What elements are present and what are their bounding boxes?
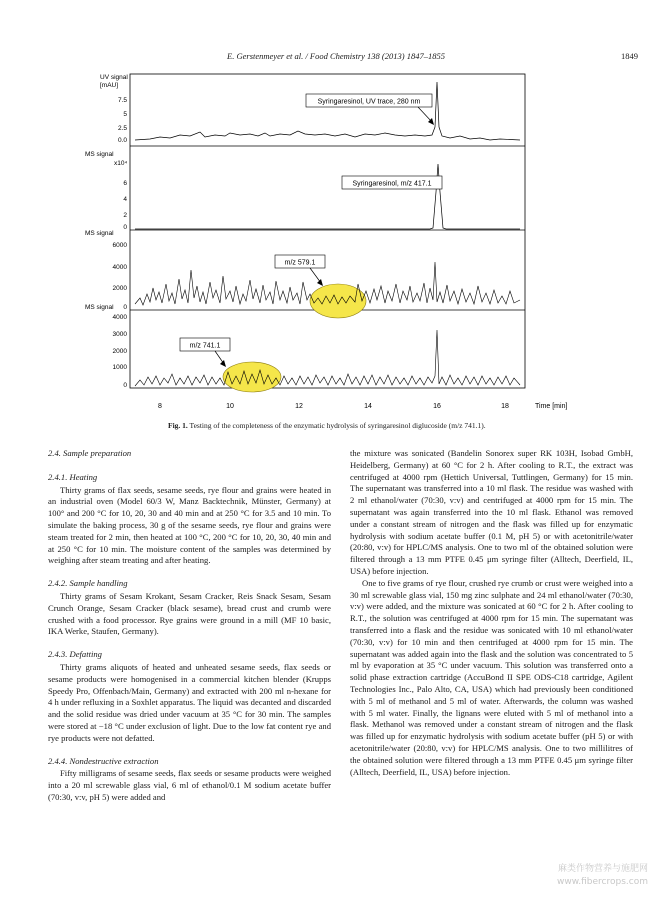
y-tick: 6000: [112, 242, 127, 249]
paragraph: Thirty grams aliquots of heated and unheated sesame seeds, flax seeds or sesame products were homogenised in a commercial kitchen blender (Krupps Speedy Pro, Offenbach/Main, Germany) and extracted with 200 ml n-hexane for 4 h under refluxing in a Soxhlet apparatus. The liquid was decanted and discarded and the solid residue was dried under vacuum at 35 °C for 30 min. The samples were stored at −18 °C under exclusion of light. Due to the low fat content rye and rye products were not defatted.: [48, 661, 331, 743]
right-column: [350, 448, 633, 778]
y-tick: 2: [123, 212, 127, 219]
subsection-heading: 2.4.1. Heating: [48, 471, 98, 482]
y-tick: 5: [123, 111, 127, 118]
y-tick: 4: [123, 196, 127, 203]
x-tick: 10: [226, 403, 234, 410]
x-tick: 18: [501, 403, 509, 410]
y-tick: 7.5: [117, 97, 127, 104]
subsection-heading: 2.4.4. Nondestructive extraction: [48, 755, 159, 766]
paragraph: Fifty milligrams of sesame seeds, flax seeds or sesame products were weighed into a 20 ml screwable glass vial, 6 ml of ethanol/0.1 M sodium acetate buffer (70:30, v:v, pH 5) were added and: [48, 768, 331, 802]
left-column: [48, 448, 331, 804]
annotation-ms579: m/z 579.1: [284, 259, 316, 267]
subsection-heading: 2.4.2. Sample handling: [48, 578, 128, 589]
y-tick: 3000: [112, 331, 127, 338]
highlight-m741: [223, 362, 281, 392]
panel3-ylabel: MS signal: [85, 230, 114, 237]
panel1-ylabel: UV signal: [100, 74, 128, 81]
watermark: [557, 863, 648, 889]
y-tick: 0: [123, 304, 127, 311]
y-tick: 2000: [112, 285, 127, 292]
paragraph: One to five grams of rye flour, crushed rye crumb or crust were weighed into a 30 ml screwable glass vial, 150 mg zinc sulphate and 24 ml ethanol/water (70:30, v:v) were added, and the mixture was sonicated at 60 °C for 2 h. After cooling to R.T., the solution was centrifuged at 4000 rpm for 15 min. The supernatant was transferred into a flask and the residue was sonicated with 10 ml ethanol/water (70:30, v:v) for 10 min and then centrifuged at 4000 rpm for 15 min. The supernatant was added again into the flask and the solution was concentrated to 5 ml by evaporation at 35 °C under vacuum. This solution was transferred onto a solid phase extraction cartridge (AccuBond II SPE ODS-C18 cartridge, Agilent Technologies Inc., Palo Alto, CA, USA) which had previously been conditioned with 5 ml of methanol and 5 ml of water. Afterwards, the column was washed with 5 ml water. Finally, the lignans were eluted with 5 ml of methanol into a flask. Methanol was removed under a constant stream of nitrogen and the flask was filled up for enzymatic hydrolysis with sodium acetate buffer (pH 5) or with acetonitrile/water (20:80, v:v) for HPLC/MS analysis. One to two millilitres of the obtained solution were filtered through a 13 mm PTFE 0.45 μm syringe filter (Alltech, Deerfield, IL, USA) before injection.: [350, 577, 633, 777]
x-tick: 14: [364, 403, 372, 410]
annotation-ms417: Syringaresinol, m/z 417.1: [352, 180, 432, 188]
paragraph: Thirty grams of Sesam Krokant, Sesam Cracker, Reis Snack Sesam, Sesam Crunch Orange, Sesam Cracker (black sesame), bread crust and crumb were crushed with a food processor. Rye grains were ground in a mill (MF 10 basic, IKA Werke, Staufen, Germany).: [48, 590, 331, 637]
figure-chromatograms: [80, 72, 600, 420]
watermark-line: www.fibercrops.com: [557, 877, 648, 887]
x-axis-label: Time [min]: [535, 403, 568, 410]
journal-citation: E. Gerstenmeyer et al. / Food Chemistry 138 (2013) 1847–1855: [227, 51, 445, 61]
panel2-ylabel: MS signal: [85, 151, 114, 158]
panel4-ylabel: MS signal: [85, 304, 114, 311]
panel1-ylabel-unit: [mAU]: [100, 82, 119, 89]
running-header: [0, 51, 672, 65]
y-tick: 2.5: [117, 125, 127, 132]
arrow-head: [220, 360, 226, 367]
figure-caption: [168, 421, 588, 430]
y-tick: 4000: [112, 314, 127, 321]
annotation-uv: Syringaresinol, UV trace, 280 nm: [317, 98, 421, 106]
y-tick: 0: [123, 224, 127, 231]
section-heading: 2.4. Sample preparation: [48, 448, 132, 458]
caption-text: Testing of the completeness of the enzymatic hydrolysis of syringaresinol diglucoside (m/z 741.1).: [187, 421, 486, 430]
arrow-head: [317, 279, 323, 286]
panel2-ylabel-unit: x10⁴: [114, 160, 128, 167]
y-tick: 0: [123, 382, 127, 389]
uv-trace: [135, 82, 520, 140]
page-number: 1849: [621, 51, 638, 61]
y-tick: 2000: [112, 348, 127, 355]
y-tick: 0.0: [117, 137, 127, 144]
watermark-line: 麻类作物营养与施肥网: [557, 864, 648, 874]
caption-label: Fig. 1.: [168, 421, 188, 430]
highlight-m579: [310, 284, 366, 318]
ms-trace-417: [135, 164, 520, 229]
x-tick: 8: [158, 403, 162, 410]
ms-trace-579: [135, 259, 520, 305]
y-tick: 1000: [112, 364, 127, 371]
x-tick: 16: [433, 403, 441, 410]
paragraph: the mixture was sonicated (Bandelin Sonorex super RK 103H, Isobad GmbH, Heidelberg, Germany) at 60 °C for 2 h. After cooling to R.T., the extract was centrifuged at 4000 rpm (Hettich Universal, Tuttlingen, Germany) for 15 min. The supernatant was transferred into a 10 ml flask. The residue was washed with 2 ml ethanol/water (70:30, v:v) and centrifuged at 4000 rpm for 15 min. The supernatant was again transferred into the 10 ml flask. Ethanol was removed under a constant stream of nitrogen and the flask was filled up for enzymatic hydrolysis with sodium acetate buffer (0.1 M, pH 5) or with acetonitrile/water (20:80, v:v) for HPLC/MS analysis. One to two ml of the obtained solution were filtered through a 13 mm PTFE 0.45 μm syringe filter (Alltech, Deerfield, IL, USA) before injection.: [350, 448, 633, 576]
annotation-ms741: m/z 741.1: [189, 342, 221, 350]
x-tick: 12: [295, 403, 303, 410]
arrow: [418, 107, 432, 122]
y-tick: 4000: [112, 264, 127, 271]
subsection-heading: 2.4.3. Defatting: [48, 649, 102, 660]
paragraph: Thirty grams of flax seeds, sesame seeds, rye flour and grains were heated in an industrial oven (Model 60/3 W, Manz Backtechnik, Münster, Germany) at 100° and 200 °C for 10, 20, 30 and 40 min and at 250 °C for 3.5 and 10 min. To simulate the baking process, 30 g of the sesame seeds, rye flour and grains were steam treated for 2 min, then heated at 100 °C, 200 °C for 10, 20, 30, 40 min and at 250 °C for 10 min. The moisture content of the samples was determined by weighing after steam treating and after heating.: [48, 484, 331, 566]
y-tick: 6: [123, 180, 127, 187]
